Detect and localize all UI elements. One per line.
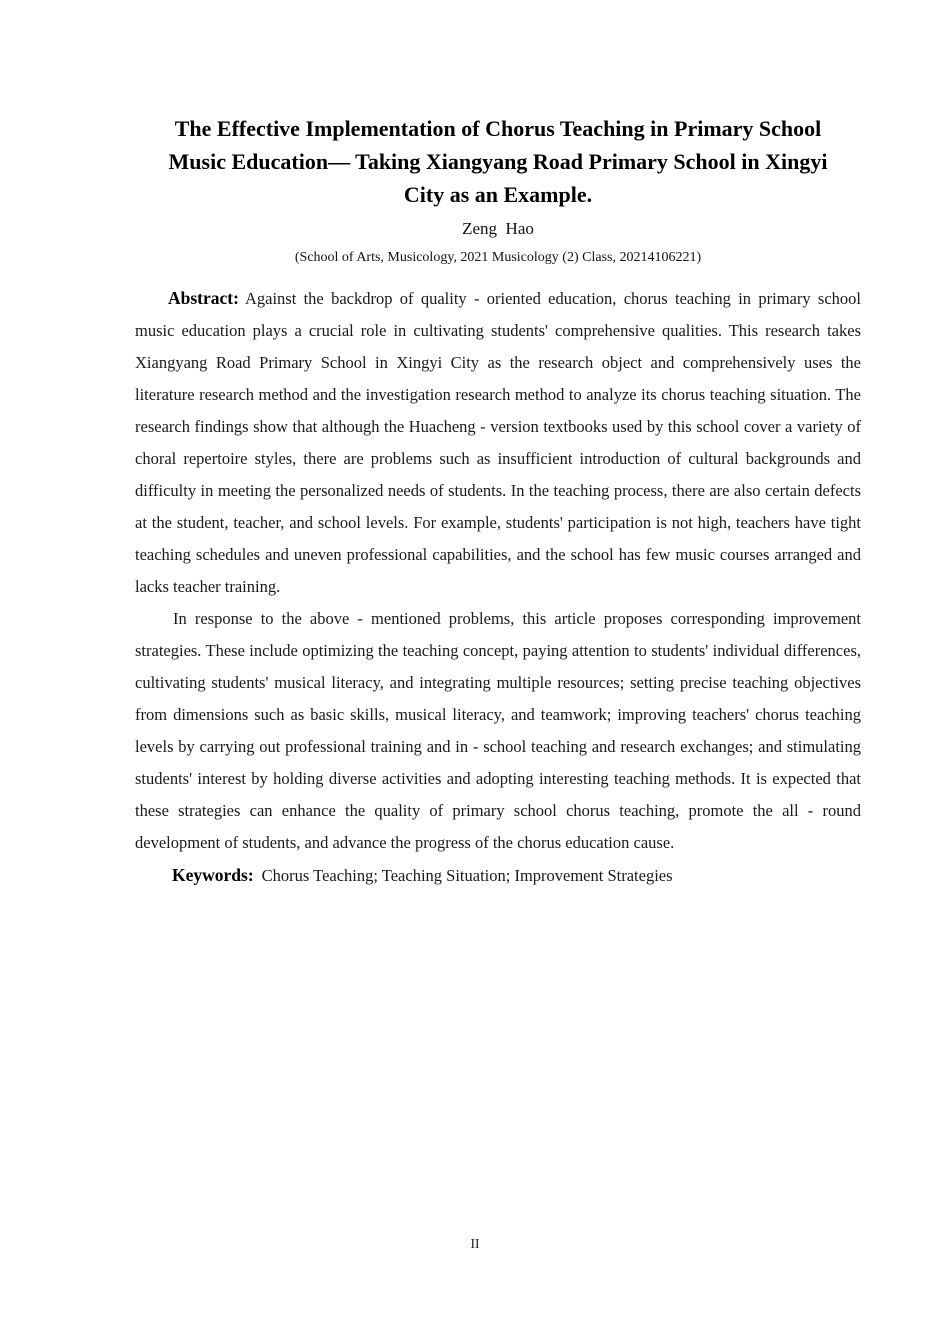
keywords-label: Keywords: [172, 865, 254, 885]
author-name: Zeng Hao [462, 219, 534, 238]
page-content [135, 112, 861, 892]
abstract-text: Against the backdrop of quality - oriented education, chorus teaching in primary school music education plays a crucial role in cultivating students' comprehensive qualities. This research takes Xiangyang Road Primary School in Xingyi City as the research object and comprehensively uses the literature research method and the investigation research method to analyze its chorus teaching situation. The research findings show that although the Huacheng - version textbooks used by this school cover a variety of choral repertoire styles, there are problems such as insufficient introduction of cultural backgrounds and difficulty in meeting the personalized needs of students. In the teaching process, there are also certain defects at the student, teacher, and school levels. For example, students' participation is not high, teachers have tight teaching schedules and uneven professional capabilities, and the school has few music courses arranged and lacks teacher training. [135, 289, 861, 596]
body-paragraph: In response to the above - mentioned problems, this article proposes corresponding improvement strategies. These include optimizing the teaching concept, paying attention to students' individual differences, cultivating students' musical literacy, and integrating multiple resources; setting precise teaching objectives from dimensions such as basic skills, musical literacy, and teamwork; improving teachers' chorus teaching levels by carrying out professional training and in - school teaching and research exchanges; and stimulating students' interest by holding diverse activities and adopting interesting teaching methods. It is expected that these strategies can enhance the quality of primary school chorus teaching, promote the all - round development of students, and advance the progress of the chorus education cause. [135, 609, 861, 852]
author-affiliation: (School of Arts, Musicology, 2021 Musicology (2) Class, 20214106221) [294, 250, 702, 265]
page-number: II [470, 1236, 480, 1251]
abstract-label: Abstract: [168, 288, 239, 308]
keywords-paragraph [135, 859, 861, 892]
paper-title: The Effective Implementation of Chorus Teaching in Primary School Music Education— Taking Xiangyang Road Primary School in Xingyi City as an Example. [168, 116, 828, 207]
abstract-paragraph [135, 282, 861, 603]
keywords-text: Chorus Teaching; Teaching Situation; Improvement Strategies [261, 866, 673, 885]
